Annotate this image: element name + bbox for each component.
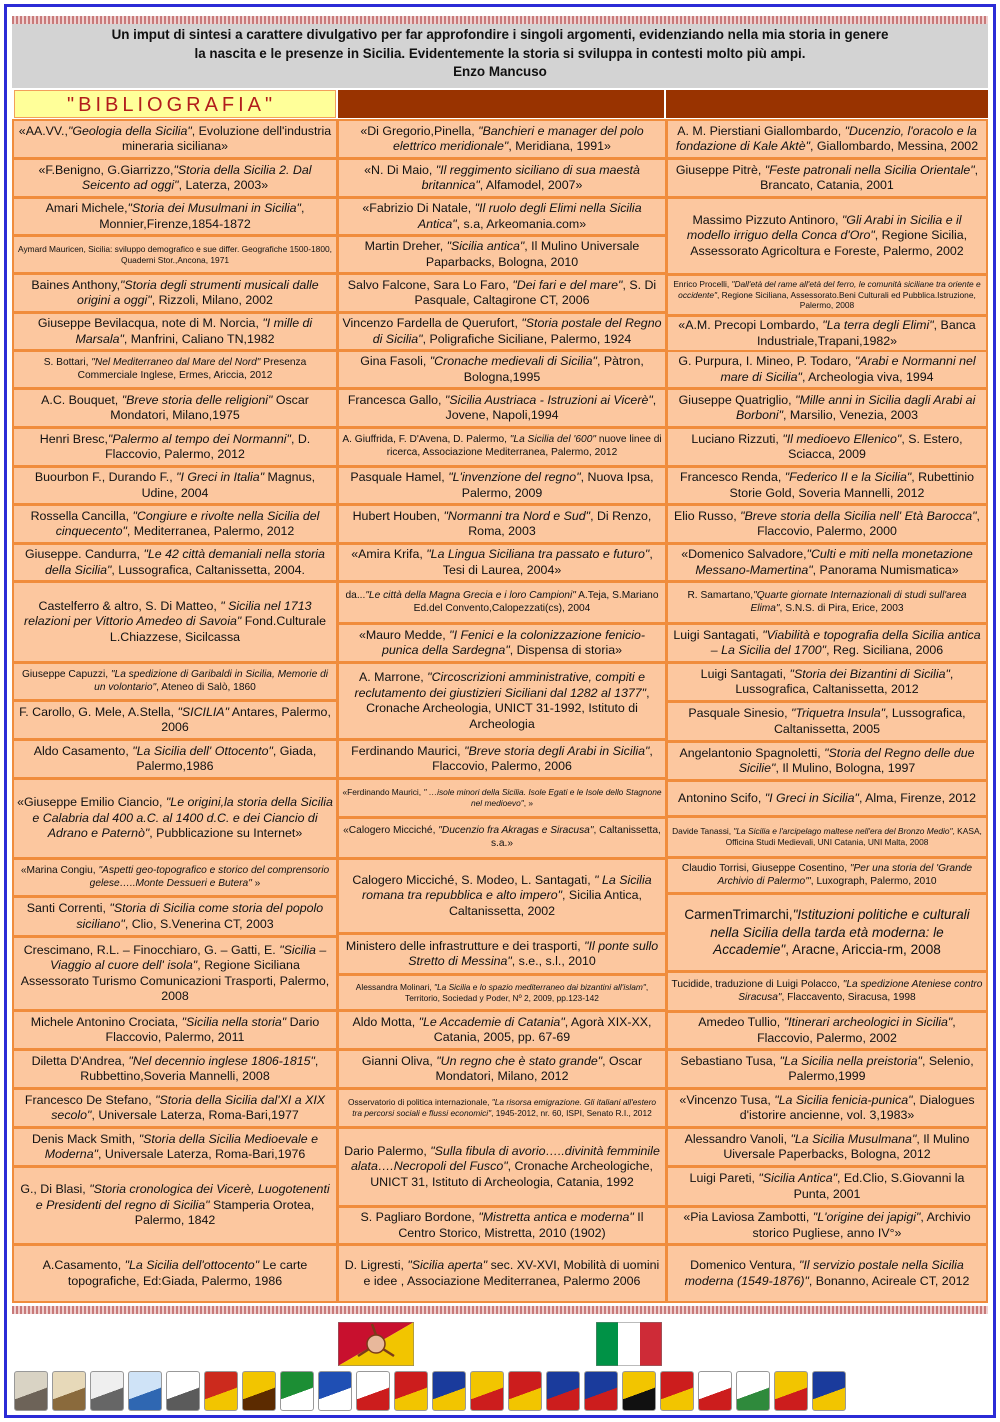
- bibliography-entry: Francesca Gallo, "Sicilia Austriaca - Istruzioni ai Vicerè", Jovene, Napoli,1994: [339, 390, 665, 426]
- bibliography-entry: Francesco De Stefano, "Storia della Sicilia dal'XI a XIX secolo", Universale Laterza, Roma-Bari,1977: [14, 1090, 336, 1126]
- greek-ship-icon: [52, 1371, 86, 1411]
- amphora-icon: [14, 1371, 48, 1411]
- europe-icon: [812, 1371, 846, 1411]
- bibliography-entry: Sebastiano Tusa, "La Sicilia nella preistoria", Selenio, Palermo,1999: [668, 1051, 986, 1087]
- bibliography-entry: Giuseppe Pitrè, "Feste patronali nella Sicilia Orientale", Brancato, Catania, 2001: [668, 160, 986, 196]
- bibliography-entry: Giuseppe Capuzzi, "La spedizione di Garibaldi in Sicilia, Memorie di un volontario", Ateneo di Salò, 1860: [14, 664, 336, 699]
- habsburg-eagle-icon: [622, 1371, 656, 1411]
- bibliography-entry: «Ferdinando Maurici, " …isole minori della Sicilia. Isole Egati e le Isole dello Stagnone nel medioevo", »: [339, 780, 665, 816]
- castile-shield-icon: [508, 1371, 542, 1411]
- bibliography-entry: Giuseppe Bevilacqua, note di M. Norcia, "I mille di Marsala", Manfrini, Caliano TN,1982: [14, 314, 336, 349]
- italian-emblem-icon: [736, 1371, 770, 1411]
- bibliography-entry: Tucidide, traduzione di Luigi Polacco, "La spedizione Ateniese contro Siracusa", Flaccavento, Siracusa, 1998: [668, 973, 986, 1010]
- bibliography-entry: Davide Tanassi, "La Sicilia e l'arcipelago maltese nell'era del Bronzo Medio", KASA, Officina Studi Medievali, UNI Catania, UNI Malta, 2008: [668, 818, 986, 856]
- bibliography-entry: Denis Mack Smith, "Storia della Sicilia Medioevale e Moderna", Universale Laterza, Roma-Bari,1976: [14, 1129, 336, 1165]
- byzantine-eagle-icon: [242, 1371, 276, 1411]
- bibliography-entry: Giuseppe Quatriglio, "Mille anni in Sicilia dagli Arabi ai Borboni", Marsilio, Venezia, 2003: [668, 390, 986, 426]
- normans-shield-icon: [318, 1371, 352, 1411]
- bibliography-entry: Salvo Falcone, Sara Lo Faro, "Dei fari e del mare", S. Di Pasquale, Caltagirone CT, 2006: [339, 275, 665, 311]
- top-divider: [12, 16, 988, 24]
- intro-line-1: Un imput di sintesi a carattere divulgativo per far approfondire i singoli argomenti, evidenziando nella mia storia in genere: [111, 27, 889, 42]
- bibliography-entry: Claudio Torrisi, Giuseppe Cosentino, "Per una storia del 'Grande Archivio di Palermo'", Luxograph, Palermo, 2010: [668, 859, 986, 892]
- coin-icon: [90, 1371, 124, 1411]
- bibliography-entry: Amari Michele,"Storia dei Musulmani in Sicilia", Monnier,Firenze,1854-1872: [14, 199, 336, 234]
- bibliography-title: "BIBLIOGRAFIA": [14, 90, 336, 118]
- bibliography-entry: F. Carollo, G. Mele, A.Stella, "SICILIA" Antares, Palermo, 2006: [14, 702, 336, 738]
- bibliography-entry: A. Giuffrida, F. D'Avena, D. Palermo, "La Sicilia del '600" nuove linee di ricerca, Associazione Mediterranea, Palermo, 2012: [339, 429, 665, 465]
- bibliography-entry: S. Pagliaro Bordone, "Mistretta antica e moderna" Il Centro Storico, Mistretta, 2010 (1902): [339, 1208, 665, 1243]
- bibliography-entry: «Giuseppe Emilio Ciancio, "Le origini,la storia della Sicilia e Calabria dal 400 a.C. al 1400 d.C. e dei Ciancio di Adrano e Paternò", Pubblicazione su Internet»: [14, 780, 336, 857]
- bibliography-entry: Castelferro & altro, S. Di Matteo, " Sicilia nel 1713 relazioni per Vittorio Amedeo di Savoia" Fond.Culturale L.Chiazzese, Sicilcassa: [14, 583, 336, 661]
- bibliography-entry: «Amira Krifa, "La Lingua Siciliana tra passato e futuro", Tesi di Laurea, 2004»: [339, 545, 665, 580]
- bibliography-entry: A.Casamento, "La Sicilia dell'ottocento" Le carte topografiche, Ed:Giada, Palermo, 1986: [14, 1246, 336, 1301]
- bibliography-entry: Aymard Mauricen, Sicilia: sviluppo demografico e sue differ. Geografiche 1500-1800, Quaderni Stor.,Ancona, 1971: [14, 237, 336, 272]
- caduceus-icon: [166, 1371, 200, 1411]
- bibliography-entry: Luigi Santagati, "Storia dei Bizantini di Sicilia", Lussografica, Caltanissetta, 2012: [668, 664, 986, 700]
- bibliography-entry: Pasquale Hamel, "L'invenzione del regno", Nuova Ipsa, Palermo, 2009: [339, 468, 665, 503]
- lions-shield-icon: [394, 1371, 428, 1411]
- bibliography-entry: Osservatorio di politica internazionale, "La risorsa emigrazione. Gli italiani all'estero tra percorsi sociali e flussi economici", 1945-2012, nr. 60, ISPI, Senato R.I., 2012: [339, 1090, 665, 1126]
- bibliography-entry: Domenico Ventura, "Il servizio postale nella Sicilia moderna (1549-1876)", Bonanno, Acireale CT, 2012: [668, 1246, 986, 1301]
- sicily-region-icon: [774, 1371, 808, 1411]
- bibliography-entry: «A.M. Precopi Lombardo, "La terra degli Elimi", Banca Industriale,Trapani,1982»: [668, 317, 986, 350]
- savoy-coat-icon: [660, 1371, 694, 1411]
- bibliography-entry: «N. Di Maio, "Il reggimento siciliano di sua maestà britannica", Alfamodel, 2007»: [339, 160, 665, 196]
- bibliography-entry: Luigi Santagati, "Viabilità e topografia della Sicilia antica – La Sicilia del 1700", Reg. Siciliana, 2006: [668, 625, 986, 661]
- bibliography-entry: Dario Palermo, "Sulla fibula di avorio…..divinità femminile alata….Necropoli del Fusco", Cronache Archeologiche, UNICT 31, Istituto di Archeologia, Catania, 1992: [339, 1129, 665, 1205]
- bibliography-entry: A.C. Bouquet, "Breve storia delle religioni" Oscar Mondatori, Milano,1975: [14, 390, 336, 426]
- bibliography-entry: R. Samartano,"Quarte giornate Internazionali di studi sull'area Elima", S.N.S. di Pira, Erice, 2003: [668, 583, 986, 622]
- bibliography-entry: Gianni Oliva, "Un regno che è stato grande", Oscar Mondatori, Milano, 2012: [339, 1051, 665, 1087]
- ship-sea-icon: [128, 1371, 162, 1411]
- bibliography-entry: Elio Russo, "Breve storia della Sicilia nell' Età Barocca", Flaccovio, Palermo, 2000: [668, 506, 986, 542]
- bibliography-entry: Massimo Pizzuto Antinoro, "Gli Arabi in Sicilia e il modello irriguo della Conca d'Oro", Regione Sicilia, Assessorato Agricoltura e Foreste, Palermo, 2002: [668, 199, 986, 273]
- bibliography-entry: Antonino Scifo, "I Greci in Sicilia", Alma, Firenze, 2012: [668, 782, 986, 815]
- bottom-divider: [12, 1306, 988, 1314]
- bibliography-entry: «Marina Congiu, "Aspetti geo-topografico e storico del comprensorio gelese…..Monte Dessueri e Butera" »: [14, 860, 336, 895]
- bibliography-entry: Hubert Houben, "Normanni tra Nord e Sud", Di Renzo, Roma, 2003: [339, 506, 665, 542]
- bibliography-entry: Vincenzo Fardella de Querufort, "Storia postale del Regno di Sicilia", Poligrafiche Siciliane, Palermo, 1924: [339, 314, 665, 349]
- aragon-shield-icon: [470, 1371, 504, 1411]
- italy-flag: [596, 1322, 662, 1366]
- bibliography-entry: Rossella Cancilla, "Congiure e rivolte nella Sicilia del cinquecento", Mediterranea, Palermo, 2012: [14, 506, 336, 542]
- bibliography-entry: «F.Benigno, G.Giarrizzo,"Storia della Sicilia 2. Dal Seicento ad oggi", Laterza, 2003»: [14, 160, 336, 196]
- bourbon-shield-icon: [546, 1371, 580, 1411]
- bibliography-entry: «AA.VV.,"Geologia della Sicilia", Evoluzione dell'industria mineraria siciliana»: [14, 121, 336, 157]
- column-header-2: [338, 90, 664, 118]
- bibliography-entry: «Mauro Medde, "I Fenici e la colonizzazione fenicio-punica della Sardegna", Dispensa di storia»: [339, 625, 665, 661]
- bibliography-entry: Francesco Renda, "Federico II e la Sicilia", Rubettinio Storie Gold, Soveria Mannelli, 2012: [668, 468, 986, 503]
- bibliography-entry: Ministero delle infrastrutture e dei trasporti, "Il ponte sullo Stretto di Messina", s.e., s.l., 2010: [339, 935, 665, 973]
- bibliography-entry: Buourbon F., Durando F., "I Greci in Italia" Magnus, Udine, 2004: [14, 468, 336, 503]
- bibliography-entry: «Calogero Micciché, "Ducenzio fra Akragas e Siracusa", Caltanissetta, s.a.»: [339, 819, 665, 857]
- bibliography-entry: G., Di Blasi, "Storia cronologica dei Vicerè, Luogotenenti e Presidenti del regno di Sicilia" Stamperia Orotea, Palermo, 1842: [14, 1168, 336, 1243]
- crescent-icon: [280, 1371, 314, 1411]
- bibliography-entry: Giuseppe. Candurra, "Le 42 città demaniali nella storia della Sicilia", Lussografica, Caltanissetta, 2004.: [14, 545, 336, 580]
- bibliography-entry: Martin Dreher, "Sicilia antica", Il Mulino Universale Paparbacks, Bologna, 2010: [339, 237, 665, 272]
- column-header-3: [666, 90, 988, 118]
- bibliography-entry: CarmenTrimarchi,"Istituzioni politiche e culturali nella Sicilia della tarda età moderna: le Accademie", Aracne, Ariccia-rm, 2008: [668, 895, 986, 970]
- author-name: Enzo Mancuso: [453, 64, 547, 79]
- bibliography-entry: da..."Le città della Magna Grecia e i loro Campioni" A.Teja, S.Mariano Ed.del Convento,Calopezzati(cs), 2004: [339, 583, 665, 622]
- bibliography-entry: Pasquale Sinesio, "Triquetra Insula", Lussografica, Caltanissetta, 2005: [668, 703, 986, 740]
- bibliography-entry: Luciano Rizzuti, "Il medioevo Ellenico", S. Estero, Sciacca, 2009: [668, 429, 986, 465]
- bibliography-entry: «Fabrizio Di Natale, "Il ruolo degli Elimi nella Sicilia Antica", s.a, Arkeomania.com»: [339, 199, 665, 234]
- intro-header: [12, 24, 988, 88]
- roman-standard-icon: [204, 1371, 238, 1411]
- bibliography-entry: Henri Bresc,"Palermo al tempo dei Normanni", D. Flaccovio, Palermo, 2012: [14, 429, 336, 465]
- bibliography-entry: Baines Anthony,"Storia degli strumenti musicali dalle origini a oggi", Rizzoli, Milano, 2002: [14, 275, 336, 311]
- bibliography-entry: Michele Antonino Crociata, "Sicilia nella storia" Dario Flaccovio, Palermo, 2011: [14, 1012, 336, 1048]
- bibliography-entry: A. M. Pierstiani Giallombardo, "Ducenzio, l'oracolo e la fondazione di Kale Aktè", Giallombardo, Messina, 2002: [668, 121, 986, 157]
- two-sicilies-crest-icon: [698, 1371, 732, 1411]
- bibliography-entry: «Pia Laviosa Zambotti, "L'origine dei japigi", Archivio storico Pugliese, anno IV°»: [668, 1208, 986, 1243]
- bibliography-entry: Luigi Pareti, "Sicilia Antica", Ed.Clio, S.Giovanni la Punta, 2001: [668, 1168, 986, 1205]
- bibliography-entry: Diletta D'Andrea, "Nel decennio inglese 1806-1815", Rubbettino,Soveria Mannelli, 2008: [14, 1051, 336, 1087]
- bibliography-entry: Amedeo Tullio, "Itinerari archeologici in Sicilia", Flaccovio, Palermo, 2002: [668, 1013, 986, 1048]
- bibliography-entry: A. Marrone, "Circoscrizioni amministrative, compiti e reclutamento dei giustizieri Siciliani dal 1282 al 1377", Cronache Archeologia, UNICT 31-1992, Istituto di Archeologia: [339, 664, 665, 738]
- bibliography-entry: Calogero Micciché, S. Modeo, L. Santagati, " La Sicilia romana tra repubblica e alto impero", Sicilia Antica, Caltanissetta, 2002: [339, 860, 665, 932]
- bibliography-entry: Aldo Motta, "Le Accademie di Catania", Agorà XIX-XX, Catania, 2005, pp. 67-69: [339, 1012, 665, 1048]
- bibliography-entry: «Di Gregorio,Pinella, "Banchieri e manager del polo elettrico meridionale", Meridiana, 1991»: [339, 121, 665, 157]
- bibliography-entry: Gina Fasoli, "Cronache medievali di Sicilia", Pàtron, Bologna,1995: [339, 352, 665, 387]
- bibliography-entry: D. Ligresti, "Sicilia aperta" sec. XV-XVI, Mobilità di uomini e idee , Associazione Mediterranea, Palermo 2006: [339, 1246, 665, 1301]
- union-flag-icon: [584, 1371, 618, 1411]
- fleur-de-lis-shield-icon: [432, 1371, 466, 1411]
- sicily-flag: [338, 1322, 414, 1366]
- bibliography-entry: Ferdinando Maurici, "Breve storia degli Arabi in Sicilia", Flaccovio, Palermo, 2006: [339, 741, 665, 777]
- bibliography-entry: Santi Correnti, "Storia di Sicilia come storia del popolo siciliano", Clio, S.Venerina CT, 2003: [14, 898, 336, 935]
- emblem-row: [14, 1370, 986, 1412]
- bibliography-entry: «Vincenzo Tusa, "La Sicilia fenicia-punica", Dialogues d'istorire ancienne, vol. 3,1983»: [668, 1090, 986, 1126]
- intro-line-2: la nascita e le presenze in Sicilia. Evidentemente la storia si sviluppa in contesti molto più ampi.: [194, 45, 806, 61]
- bibliography-entry: «Domenico Salvadore,"Culti e miti nella monetazione Messano-Mamertina", Panorama Numismatica»: [668, 545, 986, 580]
- bibliography-entry: Crescimano, R.L. – Finocchiaro, G. – Gatti, E. "Sicilia – Viaggio al cuore dell' isola", Regione Siciliana Assessorato Turismo Comunicazioni Trasporti, Palermo, 2008: [14, 938, 336, 1009]
- templar-cross-icon: [356, 1371, 390, 1411]
- bibliography-entry: Enrico Procelli, "Dall'età del rame all'età del ferro, le comunità siciliane tra oriente e occidente", Regione Siciliana, Assessorato.Beni Culturali ed Pubblica.Istruzione, Palermo, 2008: [668, 276, 986, 314]
- bibliography-entry: G. Purpura, I. Mineo, P. Todaro, "Arabi e Normanni nel mare di Sicilia", Archeologia viva, 1994: [668, 352, 986, 387]
- bibliography-entry: Aldo Casamento, "La Sicilia dell' Ottocento", Giada, Palermo,1986: [14, 741, 336, 777]
- bibliography-entry: Alessandro Vanoli, "La Sicilia Musulmana", Il Mulino Uiversale Paperbacks, Bologna, 2012: [668, 1129, 986, 1165]
- bibliography-entry: Angelantonio Spagnoletti, "Storia del Regno delle due Sicilie", Il Mulino, Bologna, 1997: [668, 743, 986, 779]
- bibliography-entry: S. Bottari, "Nel Mediterraneo dal Mare del Nord" Presenza Commerciale Inglese, Ermes, Ariccia, 2012: [14, 352, 336, 387]
- bibliography-entry: Alessandra Molinari, "La Sicilia e lo spazio mediterraneo dai bizantini all'islam", Territorio, Sociedad y Poder, Nº 2, 2009, pp.123-142: [339, 976, 665, 1009]
- bibliography-table: [12, 119, 988, 1303]
